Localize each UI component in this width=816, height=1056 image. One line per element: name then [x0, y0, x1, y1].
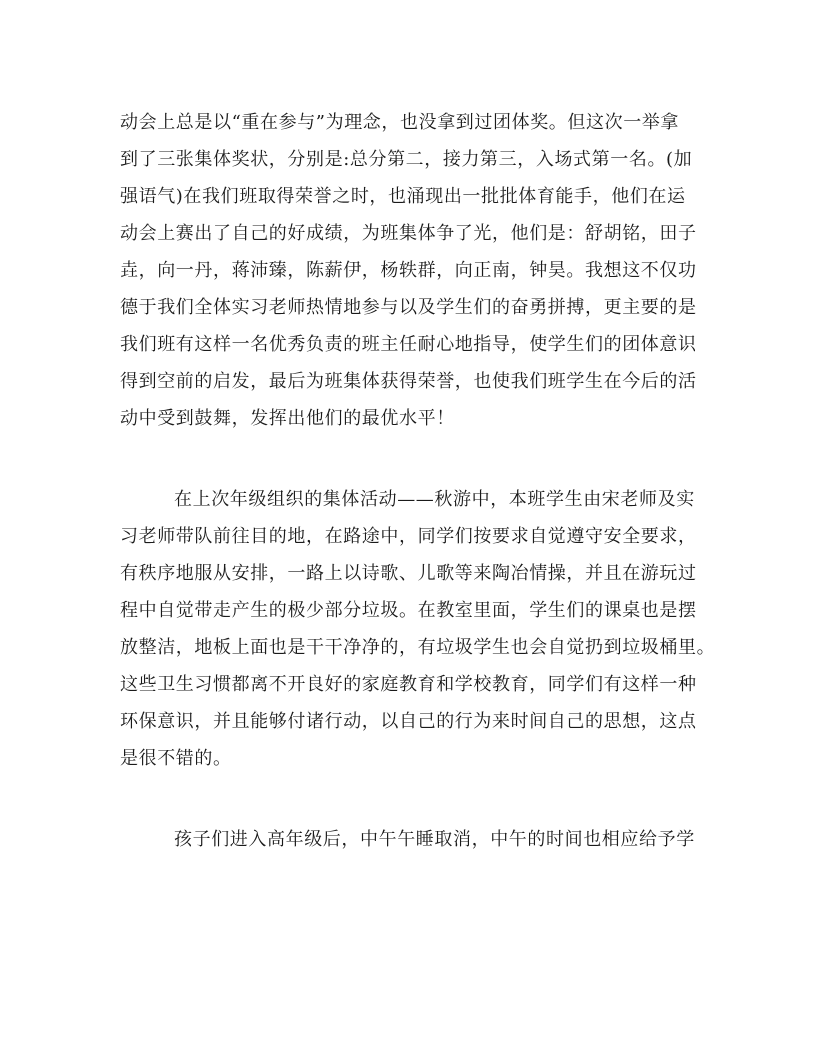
paragraph-2-line-2: 习老师带队前往目的地，在路途中，同学们按要求自觉遵守安全要求， — [120, 526, 697, 547]
paragraph-2-line-6: 这些卫生习惯都离不开良好的家庭教育和学校教育，同学们有这样一种 — [120, 674, 697, 695]
paragraph-2-line-5: 放整洁，地板上面也是干干净净的，有垃圾学生也会自觉扔到垃圾桶里。 — [120, 637, 716, 658]
paragraph-1-line-2: 到了三张集体奖状，分别是:总分第二，接力第三，入场式第一名。(加 — [120, 149, 693, 170]
paragraph-3-line-1: 孩子们进入高年级后，中午午睡取消，中午的时间也相应给予学 — [174, 829, 695, 850]
paragraph-2-line-7: 环保意识，并且能够付诸行动，以自己的行为来时间自己的思想，这点 — [120, 711, 697, 732]
paragraph-1-line-1: 动会上总是以“重在参与”为理念，也没拿到过团体奖。但这次一举拿 — [120, 112, 680, 133]
paragraph-2-line-4: 程中自觉带走产生的极少部分垃圾。在教室里面，学生们的课桌也是摆 — [120, 600, 697, 621]
paragraph-1-line-3: 强语气)在我们班取得荣誉之时，也涌现出一批批体育能手，他们在运 — [120, 186, 686, 207]
paragraph-2-line-3: 有秩序地服从安排，一路上以诗歌、儿歌等来陶冶情操，并且在游玩过 — [120, 563, 697, 584]
paragraph-1-line-6: 德于我们全体实习老师热情地参与以及学生们的奋勇拼搏，更主要的是 — [120, 297, 697, 318]
paragraph-1-line-5: 垚，向一丹，蒋沛臻，陈薪伊，杨轶群，向正南，钟昊。我想这不仅功 — [120, 260, 697, 281]
paragraph-1-line-9: 动中受到鼓舞，发挥出他们的最优水平！ — [120, 408, 455, 429]
paragraph-1-line-7: 我们班有这样一名优秀负责的班主任耐心地指导，使学生们的团体意识 — [120, 334, 697, 355]
paragraph-1-line-4: 动会上赛出了自己的好成绩，为班集体争了光，他们是：舒胡铭，田子 — [120, 223, 697, 244]
paragraph-2-line-8: 是很不错的。 — [120, 748, 232, 769]
paragraph-1-line-8: 得到空前的启发，最后为班集体获得荣誉，也使我们班学生在今后的活 — [120, 371, 697, 392]
paragraph-2-line-1: 在上次年级组织的集体活动——秋游中，本班学生由宋老师及实 — [174, 489, 695, 510]
